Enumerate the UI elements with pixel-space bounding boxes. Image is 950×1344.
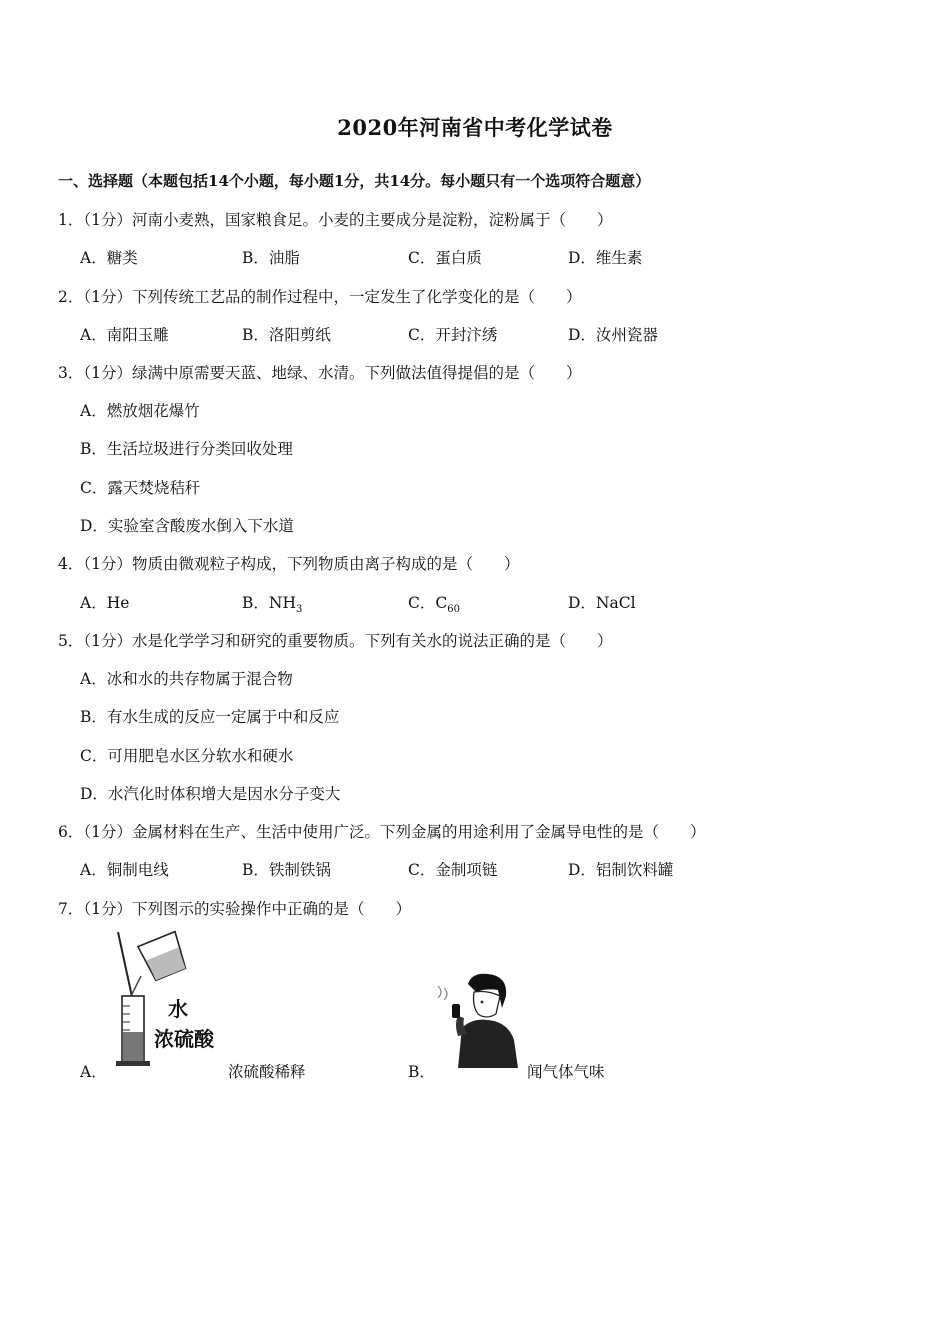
question-2-option-d[interactable]: D．汝州瓷器 bbox=[568, 326, 658, 344]
question-4-option-c[interactable] bbox=[408, 591, 460, 615]
question-1-option-c[interactable]: C．蛋白质 bbox=[408, 249, 482, 267]
question-7-option-a[interactable]: A． bbox=[80, 1063, 107, 1081]
question-4-option-b[interactable] bbox=[242, 591, 302, 615]
question-5-option-d[interactable]: D．水汽化时体积增大是因水分子变大 bbox=[80, 785, 341, 803]
question-2-option-a[interactable]: A．南阳玉雕 bbox=[80, 326, 169, 344]
question-4-option-a[interactable]: A．He bbox=[80, 594, 130, 612]
question-6-option-b[interactable]: B．铁制铁锅 bbox=[242, 861, 331, 879]
question-2-option-c[interactable]: C．开封汴绣 bbox=[408, 326, 498, 344]
question-3-option-a[interactable]: A．燃放烟花爆竹 bbox=[80, 402, 200, 420]
question-6-option-d[interactable]: D．铝制饮料罐 bbox=[568, 861, 674, 879]
label-sulfuric-acid: 浓硫酸 bbox=[154, 1029, 214, 1051]
person-face bbox=[474, 992, 501, 1018]
question-1-option-d[interactable]: D．维生素 bbox=[568, 249, 643, 267]
label-water: 水 bbox=[168, 999, 188, 1021]
question-6-option-c[interactable]: C．金制项链 bbox=[408, 861, 498, 879]
question-3-option-d[interactable]: D．实验室含酸废水倒入下水道 bbox=[80, 517, 294, 535]
option-b-text: B．NH bbox=[242, 594, 296, 612]
question-5-stem: 5．（1分）水是化学学习和研究的重要物质。下列有关水的说法正确的是（ ） bbox=[58, 632, 613, 650]
vapor-icon bbox=[438, 986, 441, 998]
person-body bbox=[458, 1020, 518, 1068]
question-1-option-a[interactable]: A．糖类 bbox=[80, 249, 138, 267]
acid-dilution-figure bbox=[108, 928, 228, 1070]
liquid-stream bbox=[130, 976, 141, 998]
question-4-stem: 4．（1分）物质由微观粒子构成，下列物质由离子构成的是（ ） bbox=[58, 555, 520, 573]
question-2-option-b[interactable]: B．洛阳剪纸 bbox=[242, 326, 331, 344]
subscript-3: 3 bbox=[295, 604, 303, 616]
section-heading: 一、选择题（本题包括14个小题，每小题1分，共14分。每小题只有一个选项符合题意） bbox=[58, 172, 651, 190]
option-c-text: C．C bbox=[408, 594, 448, 612]
question-4-option-d[interactable]: D．NaCl bbox=[568, 594, 636, 612]
cylinder-base bbox=[116, 1061, 150, 1066]
subscript-60: 60 bbox=[447, 604, 460, 616]
page-title: 2020年河南省中考化学试卷 bbox=[337, 115, 613, 140]
question-2-stem: 2．（1分）下列传统工艺品的制作过程中，一定发生了化学变化的是（ ） bbox=[58, 288, 582, 306]
bottle-icon bbox=[452, 1004, 460, 1018]
question-5-option-c[interactable]: C．可用肥皂水区分软水和硬水 bbox=[80, 747, 294, 765]
question-5-option-b[interactable]: B．有水生成的反应一定属于中和反应 bbox=[80, 708, 340, 726]
question-3-option-b[interactable]: B．生活垃圾进行分类回收处理 bbox=[80, 440, 293, 458]
question-1-stem: 1．（1分）河南小麦熟，国家粮食足。小麦的主要成分是淀粉，淀粉属于（ ） bbox=[58, 211, 613, 229]
question-3-stem: 3．（1分）绿满中原需要天蓝、地绿、水清。下列做法值得提倡的是（ ） bbox=[58, 364, 582, 382]
question-7-caption-a: 浓硫酸稀释 bbox=[228, 1063, 306, 1081]
question-5-option-a[interactable]: A．冰和水的共存物属于混合物 bbox=[80, 670, 293, 688]
question-3-option-c[interactable]: C．露天焚烧秸秆 bbox=[80, 479, 201, 497]
question-7-option-b[interactable]: B． bbox=[408, 1063, 435, 1081]
question-6-stem: 6．（1分）金属材料在生产、生活中使用广泛。下列金属的用途利用了金属导电性的是（ ） bbox=[58, 823, 706, 841]
smell-gas-figure bbox=[428, 970, 524, 1070]
question-1-option-b[interactable]: B．油脂 bbox=[242, 249, 300, 267]
question-6-option-a[interactable]: A．铜制电线 bbox=[80, 861, 169, 879]
pouring-beaker bbox=[138, 932, 189, 982]
question-7-caption-b: 闻气体气味 bbox=[527, 1063, 605, 1081]
question-7-stem: 7．（1分）下列图示的实验操作中正确的是（ ） bbox=[58, 900, 411, 918]
cylinder-liquid bbox=[123, 1032, 143, 1061]
